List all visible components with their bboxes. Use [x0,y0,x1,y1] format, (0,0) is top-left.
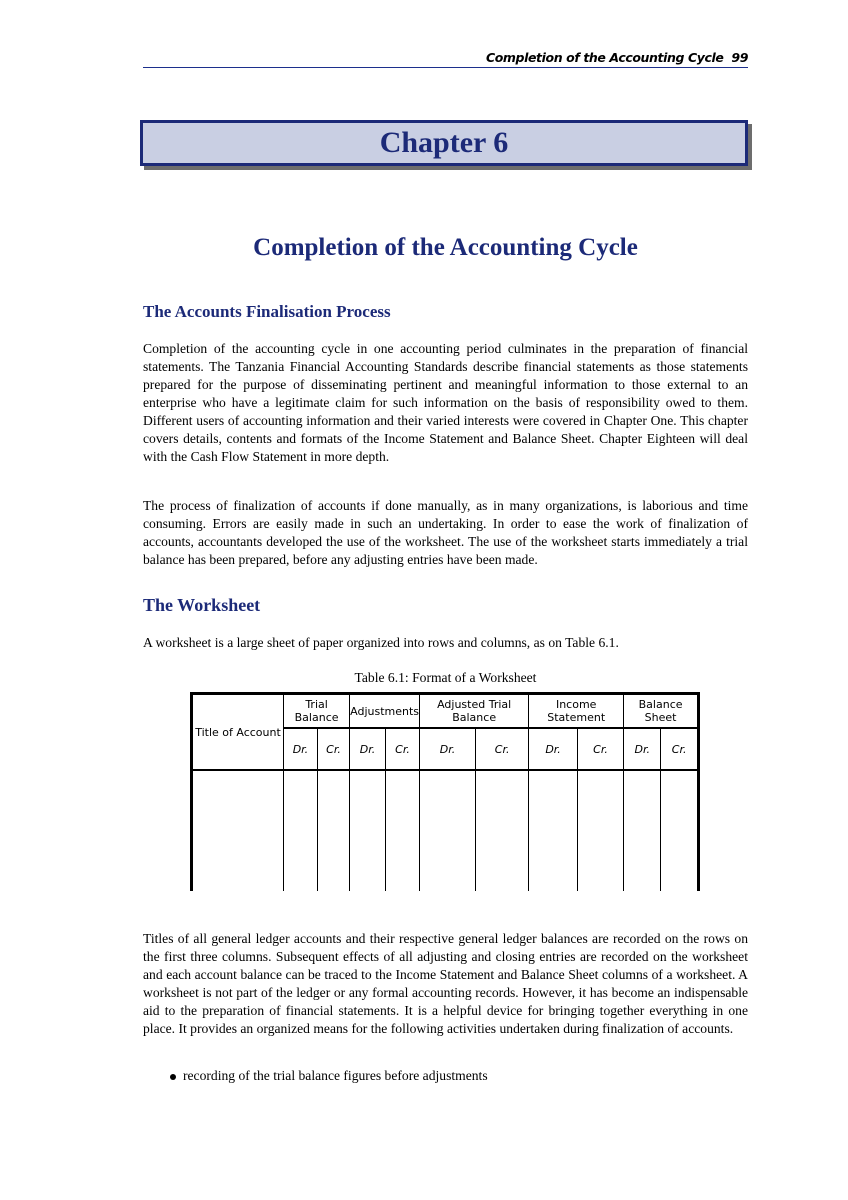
paragraph: The process of finalization of accounts if done manually, as in many organizations, is laborious and time consuming. Errors are easily made in such an undertaking. In order to ease the work of finalization of accounts, accountants developed the use of the worksheet. The use of the worksheet starts immediately a trial balance has been prepared, before any adjusting entries have been made. [143,498,748,567]
credit-header: Cr. [475,728,528,770]
paragraph: A worksheet is a large sheet of paper organized into rows and columns, as on Table 6.1. [143,635,619,650]
table-cell [284,770,318,891]
table-cell [661,770,699,891]
section-heading-worksheet: The Worksheet [143,595,261,615]
credit-header: Cr. [577,728,623,770]
table-body-row [192,770,699,891]
chapter-label: Chapter 6 [379,126,509,159]
title-of-account-header: Title of Account [192,694,284,771]
table-cell [475,770,528,891]
table-cell [529,770,578,891]
list-item [143,1068,748,1084]
debit-header: Dr. [529,728,578,770]
chapter-banner [140,120,748,166]
bullet-icon [170,1074,176,1080]
running-title: Completion of the Accounting Cycle [485,50,724,65]
group-header: Adjusted Trial Balance [420,694,529,729]
debit-header: Dr. [624,728,661,770]
debit-header: Dr. [284,728,318,770]
header-rule [143,67,748,68]
credit-header: Cr. [317,728,349,770]
list-item-text: recording of the trial balance figures before adjustments [183,1068,488,1083]
group-header: Income Statement [529,694,624,729]
group-header: Trial Balance [284,694,350,729]
table-cell [192,770,284,891]
worksheet-table [190,692,700,891]
table-cell [420,770,476,891]
table-caption: Table 6.1: Format of a Worksheet [354,670,537,685]
table-cell [577,770,623,891]
table-cell [624,770,661,891]
debit-header: Dr. [350,728,386,770]
group-header: Adjustments [350,694,420,729]
table-cell [317,770,349,891]
table-header-row [192,694,699,729]
table-cell [385,770,419,891]
table-cell [350,770,386,891]
running-header [143,50,748,65]
page-number: 99 [731,50,748,65]
section-heading-finalisation: The Accounts Finalisation Process [143,302,391,321]
debit-header: Dr. [420,728,476,770]
credit-header: Cr. [661,728,699,770]
group-header: Balance Sheet [624,694,699,729]
bullet-list [143,1068,748,1084]
chapter-title: Completion of the Accounting Cycle [253,234,638,261]
credit-header: Cr. [385,728,419,770]
paragraph: Completion of the accounting cycle in one accounting period culminates in the preparation of financial statements. The Tanzania Financial Accounting Standards describe financial statements as those statements prepared for the purpose of disseminating pertinent and meaningful information to those external to an enterprise who have a legitimate claim for such information on the basis of responsibility owed to them. Different users of accounting information and their varied interests were covered in Chapter One. This chapter covers details, contents and formats of the Income Statement and Balance Sheet. Chapter Eighteen will deal with the Cash Flow Statement in more depth. [143,341,748,464]
paragraph: Titles of all general ledger accounts and their respective general ledger balances are recorded on the rows on the first three columns. Subsequent effects of all adjusting and closing entries are recorded on the worksheet and each account balance can be traced to the Income Statement and Balance Sheet columns of a worksheet. A worksheet is not part of the ledger or any formal accounting records. However, it has become an indispensable aid to the preparation of financial statements. It is a helpful device for bringing together everything in one place. It provides an organized means for the following activities undertaken during finalization of accounts. [143,931,748,1036]
